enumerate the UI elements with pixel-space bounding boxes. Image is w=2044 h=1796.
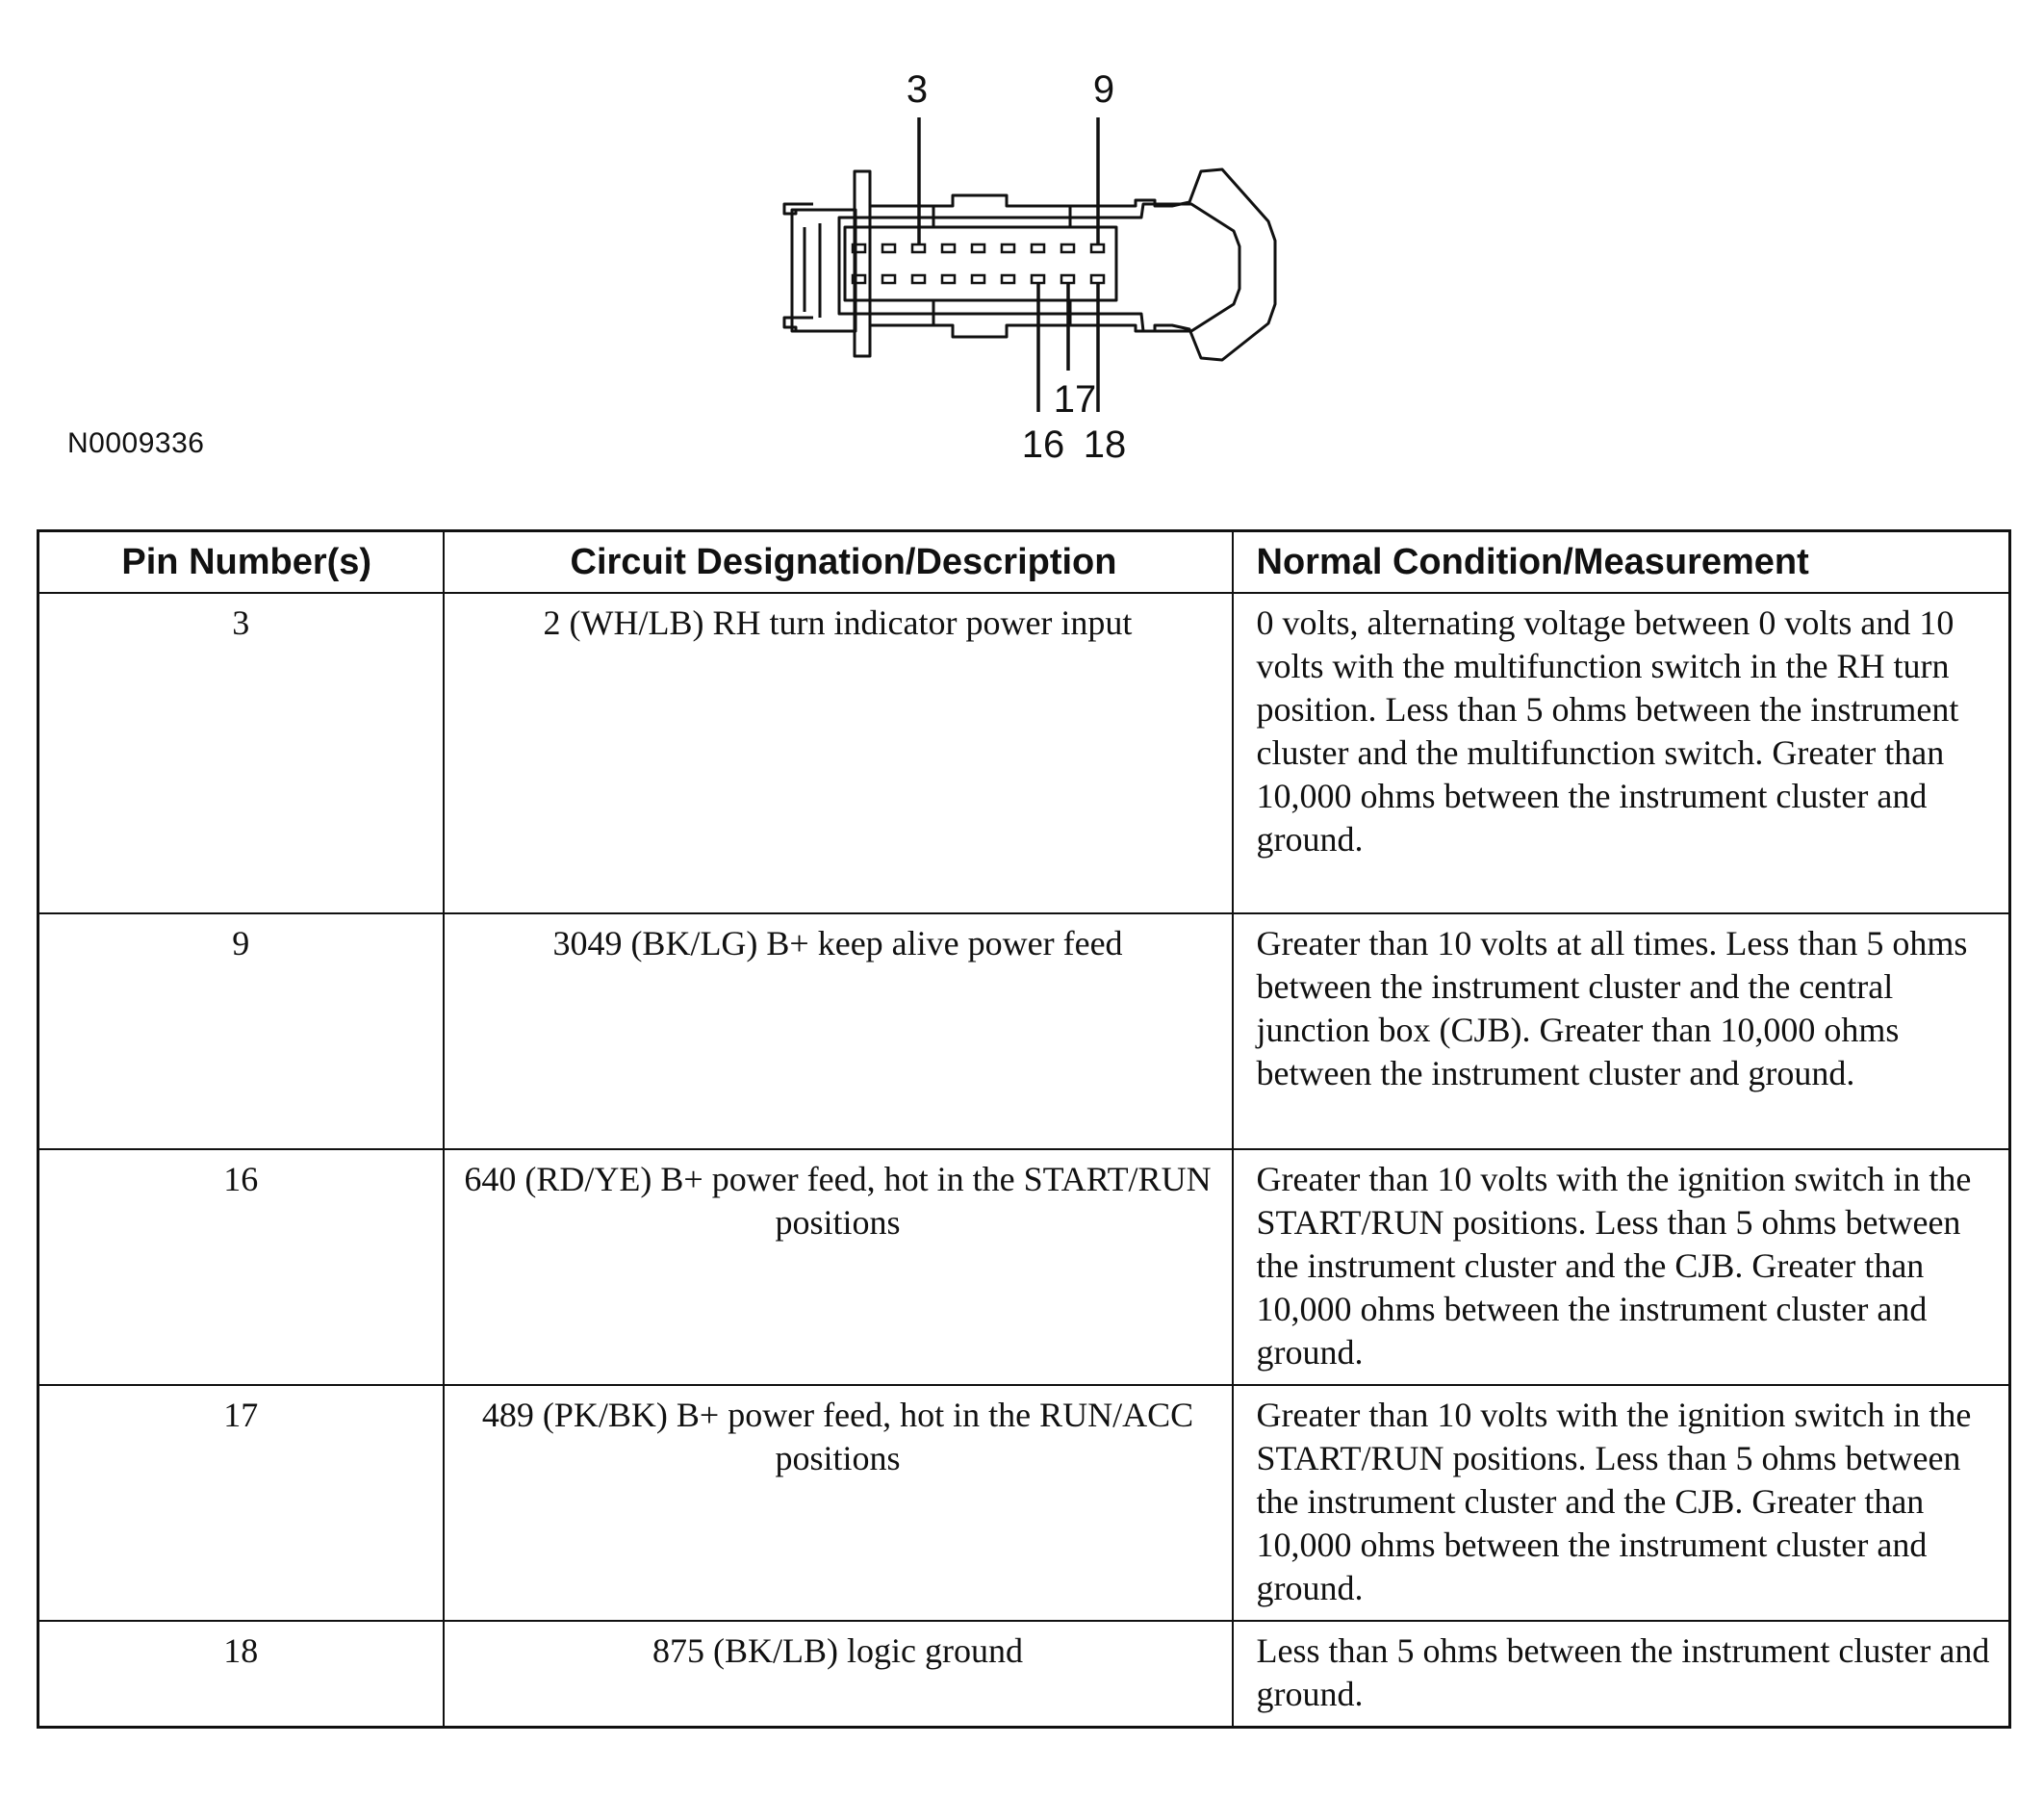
callout-16: 16 [1021, 423, 1065, 466]
pin-slot [1002, 275, 1014, 283]
pin-slot [972, 244, 984, 252]
table-header-row [38, 531, 2010, 594]
pin-slot [1061, 244, 1074, 252]
condition-cell: Greater than 10 volts at all times. Less than 5 ohms between the instrument cluster and the central junction box (CJB). Greater than 10,000 ohms between the instrument cluster and ground. [1233, 913, 2010, 1149]
pin-cell: 17 [38, 1385, 444, 1621]
pin-slot [972, 275, 984, 283]
condition-cell: 0 volts, alternating voltage between 0 volts and 10 volts with the multifunction switch in the RH turn position. Less than 5 ohms between the instrument cluster and the multifunction switch. Greater than 10,000 ohms between the instrument cluster and ground. [1233, 593, 2010, 913]
header-pin-number: Pin Number(s) [38, 531, 444, 594]
pin-cell: 3 [38, 593, 444, 913]
pin-slot [1061, 275, 1074, 283]
circuit-cell: 489 (PK/BK) B+ power feed, hot in the RUN/ACC positions [444, 1385, 1233, 1621]
pin-slot [912, 244, 925, 252]
pin-slot [882, 244, 895, 252]
pin-cell: 16 [38, 1149, 444, 1385]
pin-slot [1032, 275, 1044, 283]
table-row [38, 1621, 2010, 1728]
connector-latch-bottom [784, 318, 813, 331]
connector-diagram [0, 0, 2044, 520]
pin-table [37, 529, 2011, 1729]
pin-slot [882, 275, 895, 283]
callout-3: 3 [906, 68, 929, 111]
callout-18: 18 [1083, 423, 1127, 466]
pin-cell: 9 [38, 913, 444, 1149]
callout-9: 9 [1092, 68, 1115, 111]
pin-slot [942, 244, 955, 252]
pin-slot [1091, 244, 1104, 252]
table-row [38, 913, 2010, 1149]
figure-id: N0009336 [67, 427, 205, 459]
circuit-cell: 3049 (BK/LG) B+ keep alive power feed [444, 913, 1233, 1149]
circuit-cell: 2 (WH/LB) RH turn indicator power input [444, 593, 1233, 913]
pin-slot [1002, 244, 1014, 252]
pin-slot [912, 275, 925, 283]
circuit-cell: 640 (RD/YE) B+ power feed, hot in the START/RUN positions [444, 1149, 1233, 1385]
condition-cell: Less than 5 ohms between the instrument cluster and ground. [1233, 1621, 2010, 1728]
table-row [38, 593, 2010, 913]
pin-slot [1091, 275, 1104, 283]
table-row [38, 1385, 2010, 1621]
pin-slot [942, 275, 955, 283]
connector-housing [870, 169, 1275, 360]
condition-cell: Greater than 10 volts with the ignition switch in the START/RUN positions. Less than 5 ohms between the instrument cluster and the CJB. Greater than 10,000 ohms between the instrument cluster and ground. [1233, 1149, 2010, 1385]
pin-cell: 18 [38, 1621, 444, 1728]
circuit-cell: 875 (BK/LB) logic ground [444, 1621, 1233, 1728]
pin-slot [1032, 244, 1044, 252]
header-circuit: Circuit Designation/Description [444, 531, 1233, 594]
condition-cell: Greater than 10 volts with the ignition switch in the START/RUN positions. Less than 5 ohms between the instrument cluster and the CJB. Greater than 10,000 ohms between the instrument cluster and ground. [1233, 1385, 2010, 1621]
header-condition: Normal Condition/Measurement [1233, 531, 2010, 594]
connector-mating-outline [845, 227, 1116, 300]
table-row [38, 1149, 2010, 1385]
callout-17: 17 [1053, 378, 1097, 421]
